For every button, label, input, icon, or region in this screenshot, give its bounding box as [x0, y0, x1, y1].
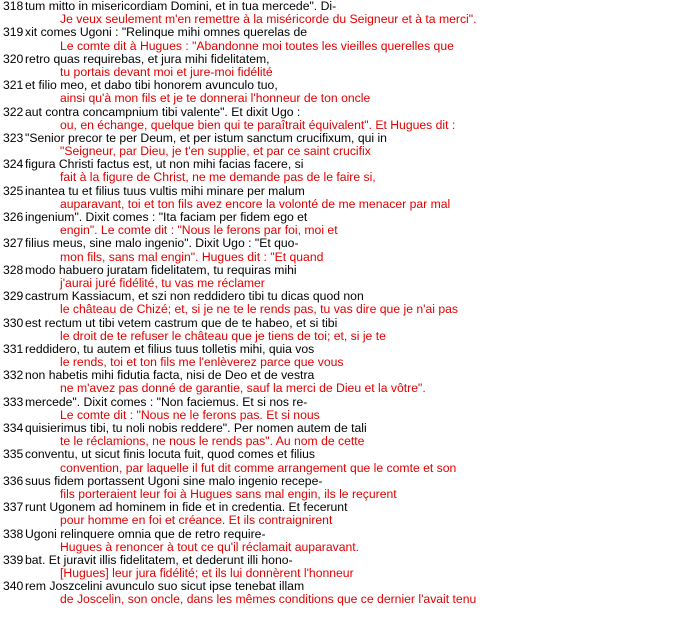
- latin-text: inantea tu et filius tuus vultis mihi minare per malum: [25, 183, 305, 198]
- line-number: 324: [3, 157, 24, 172]
- line-number: 332: [3, 368, 24, 383]
- french-translation: fait à la figure de Christ, ne me demande pas de le faire si,: [60, 170, 376, 185]
- line-number: 330: [3, 315, 24, 330]
- french-translation: ou, en échange, quelque bien qui te paraîtrait équivalent". Et Hugues dit :: [60, 117, 456, 132]
- latin-text: et filio meo, et dabo tibi honorem avunculo tuo,: [25, 78, 278, 93]
- latin-line: [0, 448, 700, 461]
- line-number: 328: [3, 262, 24, 277]
- latin-text: runt Ugonem ad hominem in fide et in credentia. Et fecerunt: [25, 500, 348, 515]
- line-number: 338: [3, 526, 24, 541]
- french-translation: convention, par laquelle il fut dit comme arrangement que le comte et son: [60, 460, 457, 475]
- latin-text: reddidero, tu autem et filius tuus tolletis mihi, quia vos: [25, 341, 315, 356]
- latin-line: [0, 106, 700, 119]
- latin-text: tum mitto in misericordiam Domini, et in tua mercede". Di-: [25, 0, 337, 13]
- latin-text: modo habuero juratam fidelitatem, tu requiras mihi: [25, 262, 297, 277]
- latin-text: conventu, ut sicut finis locuta fuit, quod comes et filius: [25, 447, 315, 462]
- line-number: 340: [3, 579, 24, 594]
- french-translation: le droit de te refuser le château que je tiens de toi; et, si je te: [60, 328, 386, 343]
- french-translation: Le comte dit : "Nous ne le ferons pas. Et si nous: [60, 407, 320, 422]
- latin-line: [0, 264, 700, 277]
- line-number: 339: [3, 552, 24, 567]
- latin-text: bat. Et juravit illis fidelitatem, et dederunt illi hono-: [25, 552, 293, 567]
- line-number: 323: [3, 130, 24, 145]
- line-number: 322: [3, 104, 24, 119]
- line-number: 325: [3, 183, 24, 198]
- line-number: 337: [3, 500, 24, 515]
- french-translation: ne m'avez pas donné de garantie, sauf la merci de Dieu et la vôtre".: [60, 381, 426, 396]
- french-translation: le château de Chizé; et, si je ne te le rends pas, tu vas dire que je n'ai pas: [60, 302, 458, 317]
- latin-text: aut contra concampnium tibi valente". Et dixit Ugo :: [25, 104, 301, 119]
- line-number: 326: [3, 210, 24, 224]
- line-number: 327: [3, 236, 24, 251]
- french-translation: te le réclamions, ne nous le rends pas". Au nom de cette: [60, 434, 365, 449]
- french-translation: Hugues à renoncer à tout ce qu'il réclamait auparavant.: [60, 539, 360, 554]
- line-number: 334: [3, 421, 24, 435]
- french-translation: auparavant, toi et ton fils avez encore la volonté de me menacer par mal: [60, 196, 451, 211]
- latin-line: [0, 396, 700, 409]
- french-translation: Le comte dit à Hugues : "Abandonne moi toutes les vieilles querelles que: [60, 38, 454, 53]
- latin-line: [0, 53, 700, 66]
- latin-line: [0, 528, 700, 541]
- latin-text: rem Joszcelini avunculo suo sicut ipse tenebat illam: [25, 579, 305, 594]
- line-number: 320: [3, 51, 24, 66]
- french-translation: j'aurai juré fidélité, tu vas me réclamer: [60, 275, 265, 290]
- french-translation: de Joscelin, son oncle, dans les mêmes conditions que ce dernier l'avait tenu: [60, 592, 477, 607]
- latin-text: non habetis mihi fidutia facta, nisi de Deo et de vestra: [25, 368, 315, 383]
- french-translation: fils porteraient leur foi à Hugues sans mal engin, ils le reçurent: [60, 486, 397, 501]
- latin-text: "Senior precor te per Deum, et per istum sanctum crucifixum, qui in: [25, 130, 387, 145]
- line-number: 333: [3, 394, 24, 409]
- french-translation: pour homme en foi et créance. Et ils contraignirent: [60, 513, 333, 528]
- french-translation: mon fils, sans mal engin". Hugues dit : "Et quand: [60, 249, 324, 264]
- line-number: 321: [3, 78, 24, 93]
- latin-text: Ugoni relinquere omnia que de retro require-: [25, 526, 266, 541]
- latin-text: quisierimus tibi, tu noli nobis reddere". Per nomen autem de tali: [25, 421, 367, 435]
- line-number: 335: [3, 447, 24, 462]
- french-translation: tu portais devant moi et jure-moi fidélité: [60, 64, 273, 79]
- latin-text: filius meus, sine malo ingenio". Dixit Ugo : "Et quo-: [25, 236, 299, 251]
- latin-line: [0, 185, 700, 198]
- french-translation: ainsi qu'à mon fils et je te donnerai l'honneur de ton oncle: [60, 91, 371, 106]
- latin-line: [0, 317, 700, 330]
- latin-line: [0, 237, 700, 250]
- latin-line: [0, 26, 700, 39]
- line-number: 336: [3, 473, 24, 488]
- line-number: 329: [3, 289, 24, 304]
- latin-text: xit comes Ugoni : "Relinque mihi omnes querelas de: [25, 25, 308, 40]
- line-number: 331: [3, 341, 24, 356]
- french-translation: "Seigneur, par Dieu, je t'en supplie, et par ce saint crucifix: [60, 144, 371, 159]
- latin-text: ingenium". Dixit comes : "Ita faciam per fidem ego et: [25, 210, 308, 224]
- french-translation: le rends, toi et ton fils me l'enlèverez parce que vous: [60, 355, 344, 370]
- latin-text: figura Christi factus est, ut non mihi facias facere, si: [25, 157, 304, 172]
- french-translation: [Hugues] leur jura fidélité; et ils lui donnèrent l'honneur: [60, 566, 354, 581]
- latin-line: [0, 475, 700, 488]
- line-number: 319: [3, 25, 24, 40]
- latin-text: est rectum ut tibi vetem castrum que de te habeo, et si tibi: [25, 315, 338, 330]
- latin-text: mercede". Dixit comes : "Non faciemus. Et si nos re-: [25, 394, 308, 409]
- french-translation: Je veux seulement m'en remettre à la miséricorde du Seigneur et à ta merci".: [60, 12, 477, 27]
- latin-text: suus fidem portassent Ugoni sine malo ingenio recepe-: [25, 473, 323, 488]
- latin-text: castrum Kassiacum, et szi non reddidero tibi tu dicas quod non: [25, 289, 364, 304]
- french-translation: engin". Le comte dit : "Nous le ferons par foi, moi et: [60, 223, 338, 238]
- line-number: 318: [3, 0, 24, 13]
- latin-text: retro quas requirebas, et jura mihi fidelitatem,: [25, 51, 270, 66]
